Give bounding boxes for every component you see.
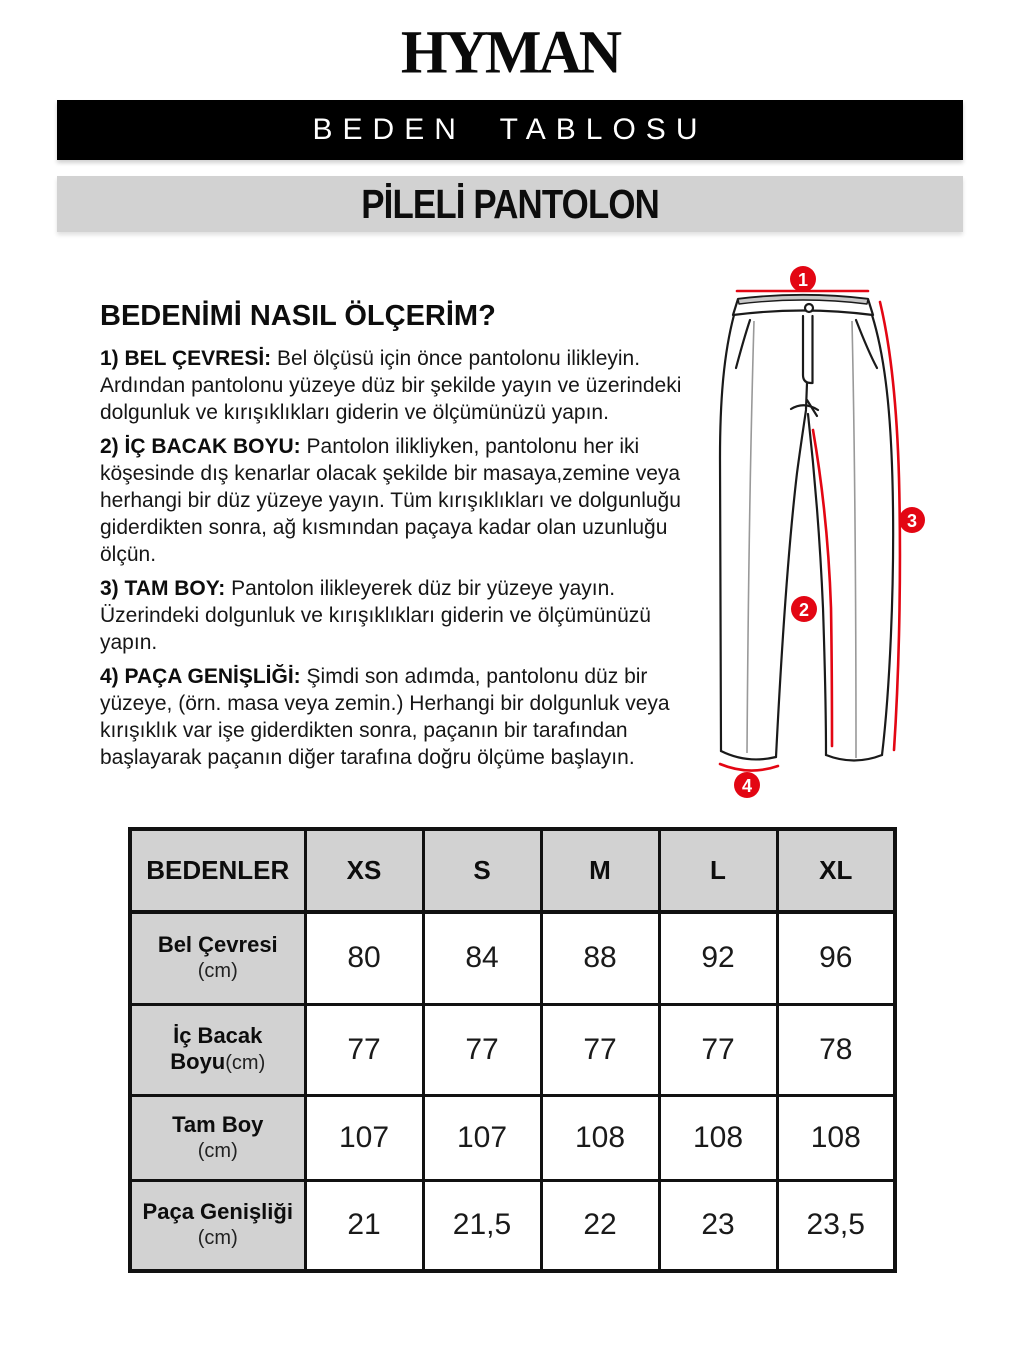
size-table-header-row bbox=[130, 829, 895, 912]
row-label-full-length: Tam Boy (cm) bbox=[132, 1112, 304, 1164]
table-row-hem-width bbox=[130, 1180, 895, 1271]
value-hem-width-m: 22 bbox=[541, 1180, 659, 1271]
marker-3-number: 3 bbox=[906, 511, 918, 531]
header-size-s: S bbox=[423, 829, 541, 912]
marker-4 bbox=[734, 772, 760, 798]
right-crease-line bbox=[852, 321, 856, 758]
value-hem-width-s: 21,5 bbox=[423, 1180, 541, 1271]
step-1-text: Bel ölçüsü için önce pantolonu ilikleyin. Ardından pantolonu yüzeye düz bir şekilde yayın ve üzerindeki dolgunluk ve kırışıklıkları giderin ve ölçümünüzü yapın. bbox=[100, 347, 682, 424]
row-unit: (cm) bbox=[225, 1052, 266, 1074]
marker-1 bbox=[790, 266, 816, 292]
value-waist-xs: 80 bbox=[305, 912, 423, 1004]
right-hem bbox=[826, 755, 882, 761]
marker-4-number: 4 bbox=[741, 776, 753, 796]
row-label-waist: Bel Çevresi (cm) bbox=[132, 932, 304, 984]
size-chart-banner bbox=[57, 100, 963, 160]
left-hem bbox=[721, 751, 776, 759]
value-hem-width-l: 23 bbox=[659, 1180, 777, 1271]
step-2-label: 2) İÇ BACAK BOYU: bbox=[100, 435, 301, 458]
step-1-label: 1) BEL ÇEVRESİ: bbox=[100, 347, 272, 370]
value-inseam-xl: 78 bbox=[777, 1004, 895, 1095]
pants-diagram bbox=[690, 258, 1010, 808]
value-inseam-s: 77 bbox=[423, 1004, 541, 1095]
button-icon bbox=[805, 304, 813, 312]
marker-3 bbox=[899, 507, 925, 533]
measure-step-3 bbox=[100, 575, 698, 656]
value-full-length-l: 108 bbox=[659, 1095, 777, 1180]
header-size-xs: XS bbox=[305, 829, 423, 912]
right-inner-seam bbox=[808, 414, 826, 755]
product-title: PİLELİ PANTOLON bbox=[361, 180, 659, 227]
row-unit: (cm) bbox=[197, 1227, 238, 1250]
step-3-text: Pantolon ilikleyerek düz bir yüzeye yayın. Üzerindeki dolgunluk ve kırışıklıkları giderin ve ölçümünüzü yapın. bbox=[100, 577, 651, 654]
table-row-full-length bbox=[130, 1095, 895, 1180]
value-inseam-m: 77 bbox=[541, 1004, 659, 1095]
step-3-label: 3) TAM BOY: bbox=[100, 577, 226, 600]
banner-title: BEDEN TABLOSU bbox=[312, 113, 708, 146]
row-label-hem-width: Paça Genişliği (cm) bbox=[132, 1199, 304, 1251]
right-pocket-seam bbox=[856, 320, 877, 368]
measuring-instructions bbox=[100, 300, 698, 778]
brand-logo: HYMAN bbox=[400, 18, 620, 86]
left-inner-seam bbox=[776, 410, 806, 757]
row-label-inseam: İç Bacak Boyu(cm) bbox=[170, 1023, 266, 1074]
measure-step-4 bbox=[100, 663, 698, 771]
left-pocket-seam bbox=[736, 320, 750, 368]
table-row-waist bbox=[130, 912, 895, 1004]
header-size-m: M bbox=[541, 829, 659, 912]
size-table bbox=[128, 827, 897, 1273]
marker-2-number: 2 bbox=[798, 600, 810, 620]
value-inseam-l: 77 bbox=[659, 1004, 777, 1095]
fly-seam bbox=[803, 316, 813, 383]
hem-measure-line bbox=[720, 764, 778, 771]
left-crease-line bbox=[747, 321, 754, 753]
value-full-length-xs: 107 bbox=[305, 1095, 423, 1180]
value-inseam-xs: 77 bbox=[305, 1004, 423, 1095]
value-hem-width-xl: 23,5 bbox=[777, 1180, 895, 1271]
measure-step-1 bbox=[100, 345, 698, 426]
value-full-length-s: 107 bbox=[423, 1095, 541, 1180]
row-unit: (cm) bbox=[197, 1139, 238, 1162]
value-waist-l: 92 bbox=[659, 912, 777, 1004]
value-waist-m: 88 bbox=[541, 912, 659, 1004]
value-full-length-m: 108 bbox=[541, 1095, 659, 1180]
value-full-length-xl: 108 bbox=[777, 1095, 895, 1180]
header-size-l: L bbox=[659, 829, 777, 912]
step-2-text: Pantolon ilikliyken, pantolonu her iki köşesinde dış kenarlar olacak şekilde bir masaya,zemine veya herhangi bir düz yüzeye yayın. Tüm kırışıklıkları ve dolgunluğu giderdikten sonra, ağ kısmından paçaya kadar olan uzunluğu ölçün. bbox=[100, 435, 681, 566]
marker-1-number: 1 bbox=[797, 270, 809, 290]
measure-step-2 bbox=[100, 433, 698, 568]
header-size-xl: XL bbox=[777, 829, 895, 912]
value-waist-xl: 96 bbox=[777, 912, 895, 1004]
value-hem-width-xs: 21 bbox=[305, 1180, 423, 1271]
left-outer-seam bbox=[720, 315, 734, 751]
table-row-inseam bbox=[130, 1004, 895, 1095]
product-banner bbox=[57, 176, 963, 232]
right-outer-seam bbox=[872, 315, 893, 755]
marker-2 bbox=[791, 596, 817, 622]
instructions-heading: BEDENİMİ NASIL ÖLÇERİM? bbox=[100, 300, 496, 332]
step-4-label: 4) PAÇA GENİŞLİĞİ: bbox=[100, 665, 301, 688]
value-waist-s: 84 bbox=[423, 912, 541, 1004]
row-unit: (cm) bbox=[197, 960, 238, 983]
header-bedenler: BEDENLER bbox=[130, 829, 305, 912]
step-4-text: Şimdi son adımda, pantolonu düz bir yüzeye, (örn. masa veya zemin.) Herhangi bir dolgunluk veya kırışıklık var işe giderdikten sonra, paçanın bir tarafından başlayarak paçanın diğer tarafına doğru ölçüme başlayın. bbox=[100, 665, 670, 769]
